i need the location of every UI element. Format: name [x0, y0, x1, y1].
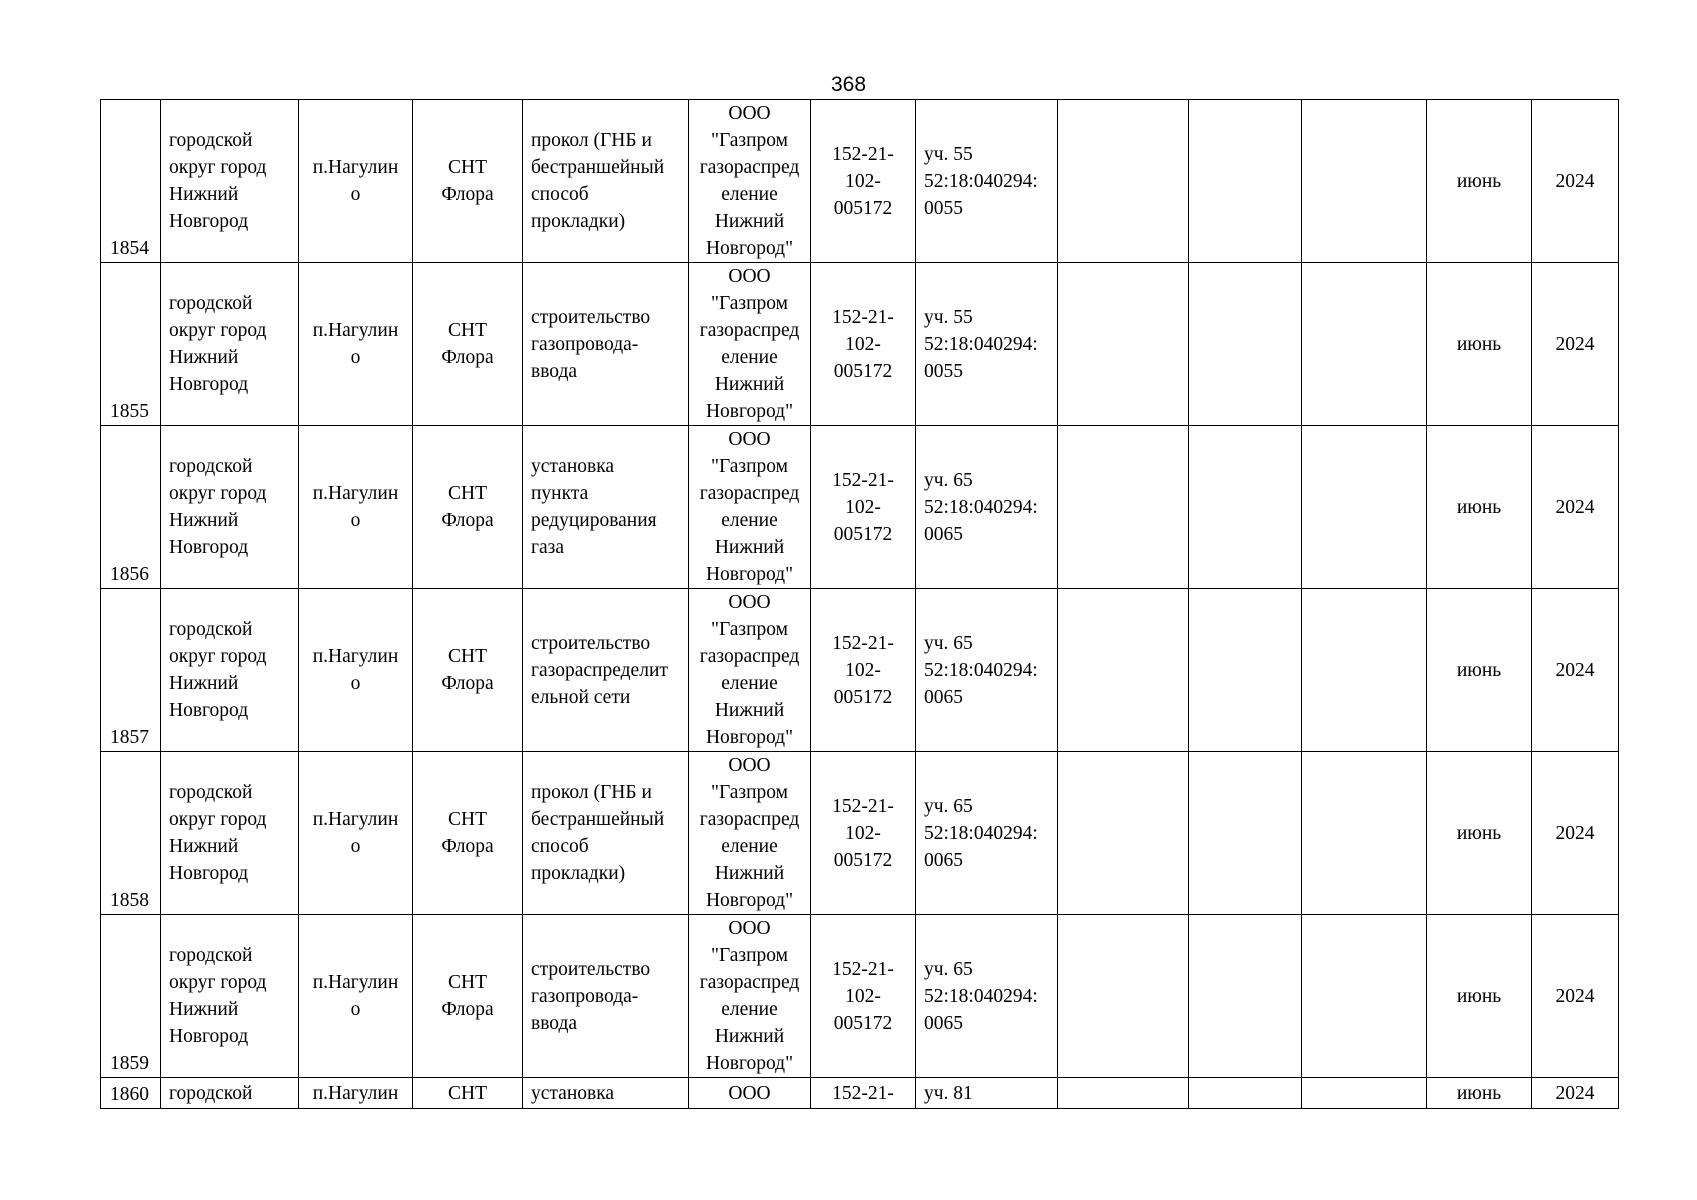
- object-cell: СНТ Флора: [413, 100, 523, 263]
- empty-cell: [1189, 100, 1302, 263]
- settlement-cell: п.Нагулин о: [299, 263, 413, 426]
- table-row: [101, 263, 1619, 426]
- land-plot-cell: уч. 65 52:18:040294: 0065: [916, 752, 1058, 915]
- land-plot-cell: уч. 55 52:18:040294: 0055: [916, 100, 1058, 263]
- contract-number-cell: 152-21- 102- 005172: [811, 915, 916, 1078]
- empty-cell: [1189, 752, 1302, 915]
- contract-number-cell: 152-21- 102- 005172: [811, 426, 916, 589]
- year-cell: 2024: [1532, 1078, 1619, 1109]
- month-cell: июнь: [1427, 426, 1532, 589]
- contract-number-cell: 152-21- 102- 005172: [811, 263, 916, 426]
- empty-cell: [1302, 263, 1427, 426]
- organization-cell: ООО "Газпром газораспред еление Нижний Новгород": [689, 263, 811, 426]
- contract-number-cell: 152-21- 102- 005172: [811, 100, 916, 263]
- row-number-cell: 1860: [101, 1078, 161, 1109]
- settlement-cell: п.Нагулин о: [299, 589, 413, 752]
- year-cell: 2024: [1532, 589, 1619, 752]
- empty-cell: [1058, 915, 1189, 1078]
- table-row: [101, 100, 1619, 263]
- registry-table: [100, 99, 1619, 1109]
- land-plot-cell: уч. 55 52:18:040294: 0055: [916, 263, 1058, 426]
- month-cell: июнь: [1427, 263, 1532, 426]
- month-cell: июнь: [1427, 915, 1532, 1078]
- month-cell: июнь: [1427, 100, 1532, 263]
- row-number-cell: 1854: [101, 100, 161, 263]
- table-row: [101, 1078, 1619, 1109]
- empty-cell: [1189, 589, 1302, 752]
- settlement-cell: п.Нагулин о: [299, 426, 413, 589]
- empty-cell: [1302, 752, 1427, 915]
- settlement-cell: п.Нагулин о: [299, 752, 413, 915]
- object-cell: СНТ Флора: [413, 426, 523, 589]
- table-row: [101, 426, 1619, 589]
- empty-cell: [1058, 263, 1189, 426]
- row-number-cell: 1857: [101, 589, 161, 752]
- object-cell: СНТ Флора: [413, 915, 523, 1078]
- year-cell: 2024: [1532, 263, 1619, 426]
- district-cell: городской округ город Нижний Новгород: [161, 589, 299, 752]
- empty-cell: [1189, 263, 1302, 426]
- empty-cell: [1302, 915, 1427, 1078]
- district-cell: городской: [161, 1078, 299, 1109]
- district-cell: городской округ город Нижний Новгород: [161, 752, 299, 915]
- contract-number-cell: 152-21-: [811, 1078, 916, 1109]
- table-row: [101, 915, 1619, 1078]
- empty-cell: [1189, 1078, 1302, 1109]
- district-cell: городской округ город Нижний Новгород: [161, 100, 299, 263]
- contract-number-cell: 152-21- 102- 005172: [811, 589, 916, 752]
- object-cell: СНТ: [413, 1078, 523, 1109]
- settlement-cell: п.Нагулин о: [299, 915, 413, 1078]
- object-cell: СНТ Флора: [413, 752, 523, 915]
- year-cell: 2024: [1532, 100, 1619, 263]
- organization-cell: ООО: [689, 1078, 811, 1109]
- empty-cell: [1058, 100, 1189, 263]
- year-cell: 2024: [1532, 915, 1619, 1078]
- row-number-cell: 1855: [101, 263, 161, 426]
- organization-cell: ООО "Газпром газораспред еление Нижний Новгород": [689, 915, 811, 1078]
- settlement-cell: п.Нагулин о: [299, 100, 413, 263]
- empty-cell: [1058, 1078, 1189, 1109]
- contract-number-cell: 152-21- 102- 005172: [811, 752, 916, 915]
- empty-cell: [1302, 426, 1427, 589]
- organization-cell: ООО "Газпром газораспред еление Нижний Новгород": [689, 589, 811, 752]
- table-body: [101, 100, 1619, 1109]
- empty-cell: [1302, 100, 1427, 263]
- table-row: [101, 752, 1619, 915]
- object-cell: СНТ Флора: [413, 589, 523, 752]
- district-cell: городской округ город Нижний Новгород: [161, 426, 299, 589]
- work-type-cell: строительство газопровода- ввода: [523, 263, 689, 426]
- empty-cell: [1058, 752, 1189, 915]
- district-cell: городской округ город Нижний Новгород: [161, 263, 299, 426]
- empty-cell: [1302, 1078, 1427, 1109]
- empty-cell: [1189, 426, 1302, 589]
- district-cell: городской округ город Нижний Новгород: [161, 915, 299, 1078]
- empty-cell: [1058, 426, 1189, 589]
- work-type-cell: прокол (ГНБ и бестраншейный способ прокладки): [523, 752, 689, 915]
- row-number-cell: 1856: [101, 426, 161, 589]
- row-number-cell: 1858: [101, 752, 161, 915]
- work-type-cell: прокол (ГНБ и бестраншейный способ прокладки): [523, 100, 689, 263]
- row-number-cell: 1859: [101, 915, 161, 1078]
- settlement-cell: п.Нагулин: [299, 1078, 413, 1109]
- empty-cell: [1302, 589, 1427, 752]
- month-cell: июнь: [1427, 589, 1532, 752]
- organization-cell: ООО "Газпром газораспред еление Нижний Новгород": [689, 100, 811, 263]
- page-number: 368: [830, 73, 867, 96]
- organization-cell: ООО "Газпром газораспред еление Нижний Новгород": [689, 426, 811, 589]
- empty-cell: [1189, 915, 1302, 1078]
- empty-cell: [1058, 589, 1189, 752]
- work-type-cell: строительство газопровода- ввода: [523, 915, 689, 1078]
- work-type-cell: установка пункта редуцирования газа: [523, 426, 689, 589]
- table-row: [101, 589, 1619, 752]
- object-cell: СНТ Флора: [413, 263, 523, 426]
- work-type-cell: строительство газораспределит ельной сети: [523, 589, 689, 752]
- land-plot-cell: уч. 81: [916, 1078, 1058, 1109]
- month-cell: июнь: [1427, 1078, 1532, 1109]
- land-plot-cell: уч. 65 52:18:040294: 0065: [916, 426, 1058, 589]
- month-cell: июнь: [1427, 752, 1532, 915]
- year-cell: 2024: [1532, 752, 1619, 915]
- land-plot-cell: уч. 65 52:18:040294: 0065: [916, 915, 1058, 1078]
- work-type-cell: установка: [523, 1078, 689, 1109]
- organization-cell: ООО "Газпром газораспред еление Нижний Новгород": [689, 752, 811, 915]
- land-plot-cell: уч. 65 52:18:040294: 0065: [916, 589, 1058, 752]
- year-cell: 2024: [1532, 426, 1619, 589]
